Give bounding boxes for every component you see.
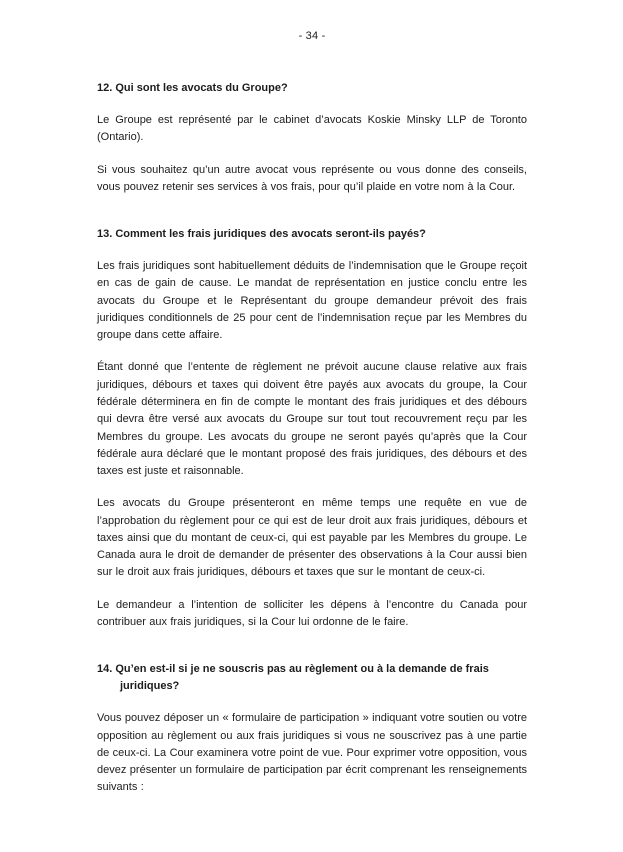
paragraph: Le demandeur a l’intention de solliciter les dépens à l’encontre du Canada pour contribuer aux frais juridiques, si la Cour lui ordonne de le faire. bbox=[97, 598, 527, 628]
section-heading: 13. Comment les frais juridiques des avocats seront-ils payés? bbox=[97, 228, 426, 241]
section-question-12 bbox=[97, 80, 527, 196]
section-heading: 14. Qu’en est-il si je ne souscris pas au règlement ou à la demande de frais juridiques? bbox=[97, 663, 489, 693]
section-question-13 bbox=[97, 226, 527, 631]
page-number: - 34 - bbox=[298, 30, 326, 42]
paragraph: Le Groupe est représenté par le cabinet d’avocats Koskie Minsky LLP de Toronto (Ontario). bbox=[97, 114, 527, 144]
paragraph: Si vous souhaitez qu’un autre avocat vous représente ou vous donne des conseils, vous pouvez retenir ses services à vos frais, pour qu’il plaide en votre nom à la Cour. bbox=[97, 163, 527, 193]
paragraph: Les frais juridiques sont habituellement déduits de l’indemnisation que le Groupe reçoit en cas de gain de cause. Le mandat de représentation en justice conclu entre les avocats du Groupe et le Représentant du groupe demandeur prévoit des frais juridiques conditionnels de 25 pour cent de l’indemnisation reçue par les Membres du groupe dans cette affaire. bbox=[97, 260, 527, 342]
section-question-14 bbox=[97, 661, 527, 796]
paragraph: Vous pouvez déposer un « formulaire de participation » indiquant votre soutien ou votre opposition au règlement ou aux frais juridiques si vous ne souscrivez pas à une partie de ceux-ci. La Cour examinera votre point de vue. Pour exprimer votre opposition, vous devez présenter un formulaire de participation par écrit comprenant les renseignements suivants : bbox=[97, 712, 527, 794]
paragraph: Les avocats du Groupe présenteront en même temps une requête en vue de l’approbation du règlement pour ce qui est de leur droit aux frais juridiques, débours et taxes ainsi que du montant de ceux-ci, qui est payable par les Membres du groupe. Le Canada aura le droit de demander de présenter des observations à la Cour aussi bien sur le droit aux frais juridiques, débours et taxes que sur le montant de ceux-ci. bbox=[97, 497, 527, 579]
section-heading: 12. Qui sont les avocats du Groupe? bbox=[97, 82, 288, 94]
paragraph: Étant donné que l’entente de règlement ne prévoit aucune clause relative aux frais juridiques, débours et taxes qui doivent être payés aux avocats du groupe, la Cour fédérale déterminera en fin de compte le montant des frais juridiques et des débours qui devra être versé aux avocats du Groupe sur tout tout recouvrement reçu par les Membres du groupe. Les avocats du groupe ne seront payés qu’après que la Cour fédérale aura déclaré que le montant proposé des frais juridiques, des débours et des taxes est juste et raisonnable. bbox=[97, 361, 527, 478]
